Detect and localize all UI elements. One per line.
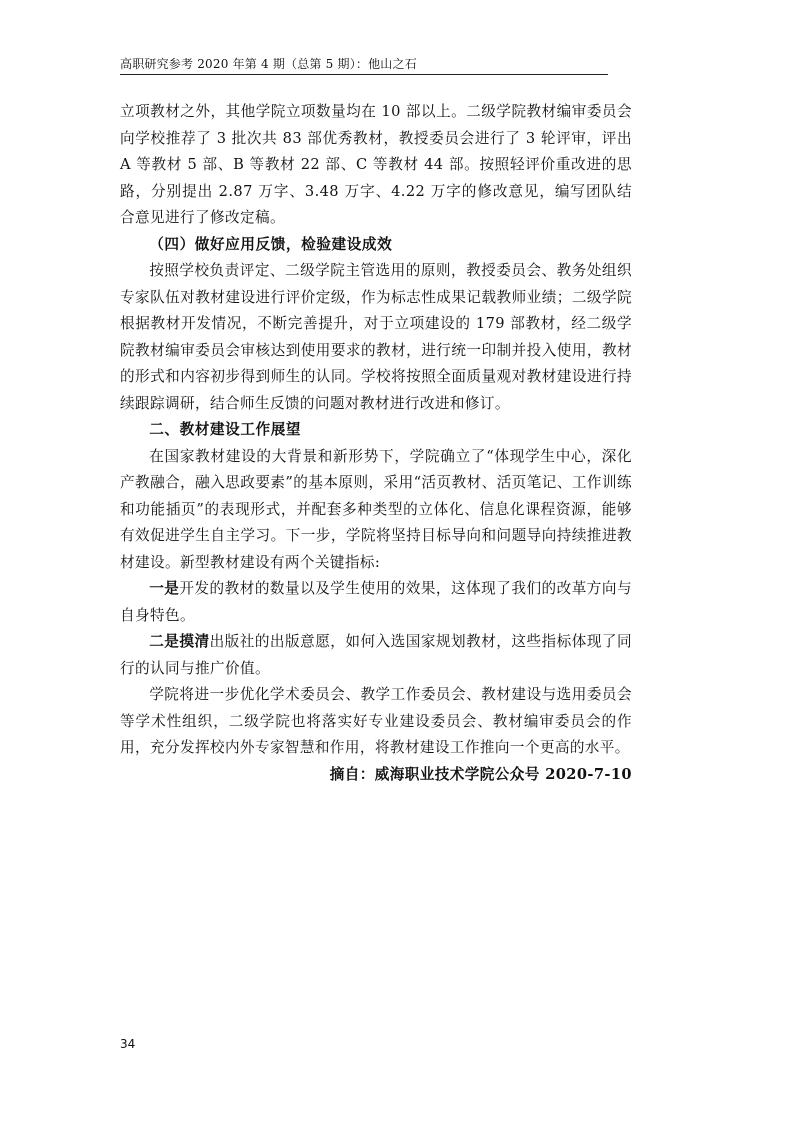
indicator-one-lead: 一是 (149, 580, 180, 597)
page-number: 34 (120, 1037, 136, 1051)
paragraph-closing: 学院将进一步优化学术委员会、教学工作委员会、教材建设与选用委员会等学术性组织，二级学院也将落实好专业建设委员会、教材编审委员会的作用，充分发挥校内外专家智慧和作用，将教材建设工作推向一个更高的水平。 (120, 686, 632, 756)
paragraph-indicator-one (120, 576, 632, 629)
document-body (120, 99, 632, 788)
paragraph-indicator-two (120, 629, 632, 682)
source-attribution: 摘自：威海职业技术学院公众号 2020-7-10 (329, 765, 632, 783)
indicator-one-text: 开发的教材的数量以及学生使用的效果，这体现了我们的改革方向与自身特色。 (120, 580, 632, 624)
indicator-two-lead: 二是摸清 (149, 633, 210, 650)
paragraph-outlook: 在国家教材建设的大背景和新形势下，学院确立了“体现学生中心，深化产教融合，融入思政要素”的基本原则，采用“活页教材、活页笔记、工作训练和功能插页”的表现形式，并配套多种类型的立体化、信息化课程资源，能够有效促进学生自主学习。下一步，学院将坚持目标导向和问题导向持续推进教材建设。新型教材建设有两个关键指标: (120, 447, 632, 571)
paragraph-continuation: 立项教材之外，其他学院立项数量均在 10 部以上。二级学院教材编审委员会向学校推荐了 3 批次共 83 部优秀教材，教授委员会进行了 3 轮评审，评出 A 等教材 5 部、B 等教材 22 部、C 等教材 44 部。按照轻评价重改进的思路，分别提出 2.87 万字、3.48 万字、4.22 万字的修改意见，编写团队结合意见进行了修改定稿。 (120, 103, 632, 226)
section-heading-outlook: 二、教材建设工作展望 (149, 421, 302, 438)
section-heading-feedback: （四）做好应用反馈，检验建设成效 (149, 235, 393, 253)
indicator-two-text: 出版社的出版意愿，如何入选国家规划教材，这些指标体现了同行的认同与推广价值。 (120, 633, 633, 677)
running-header: 高职研究参考 2020 年第 4 期（总第 5 期）：他山之石 (120, 56, 608, 75)
paragraph-feedback: 按照学校负责评定、二级学院主管选用的原则，教授委员会、教务处组织专家队伍对教材建设进行评价定级，作为标志性成果记载教师业绩；二级学院根据教材开发情况，不断完善提升，对于立项建设的 179 部教材，经二级学院教材编审委员会审核达到使用要求的教材，进行统一印制并投入使用，教材的形式和内容初步得到师生的认同。学校将按照全面质量观对教材建设进行持续跟踪调研，结合师生反馈的问题对教材进行改进和修订。 (120, 262, 632, 412)
